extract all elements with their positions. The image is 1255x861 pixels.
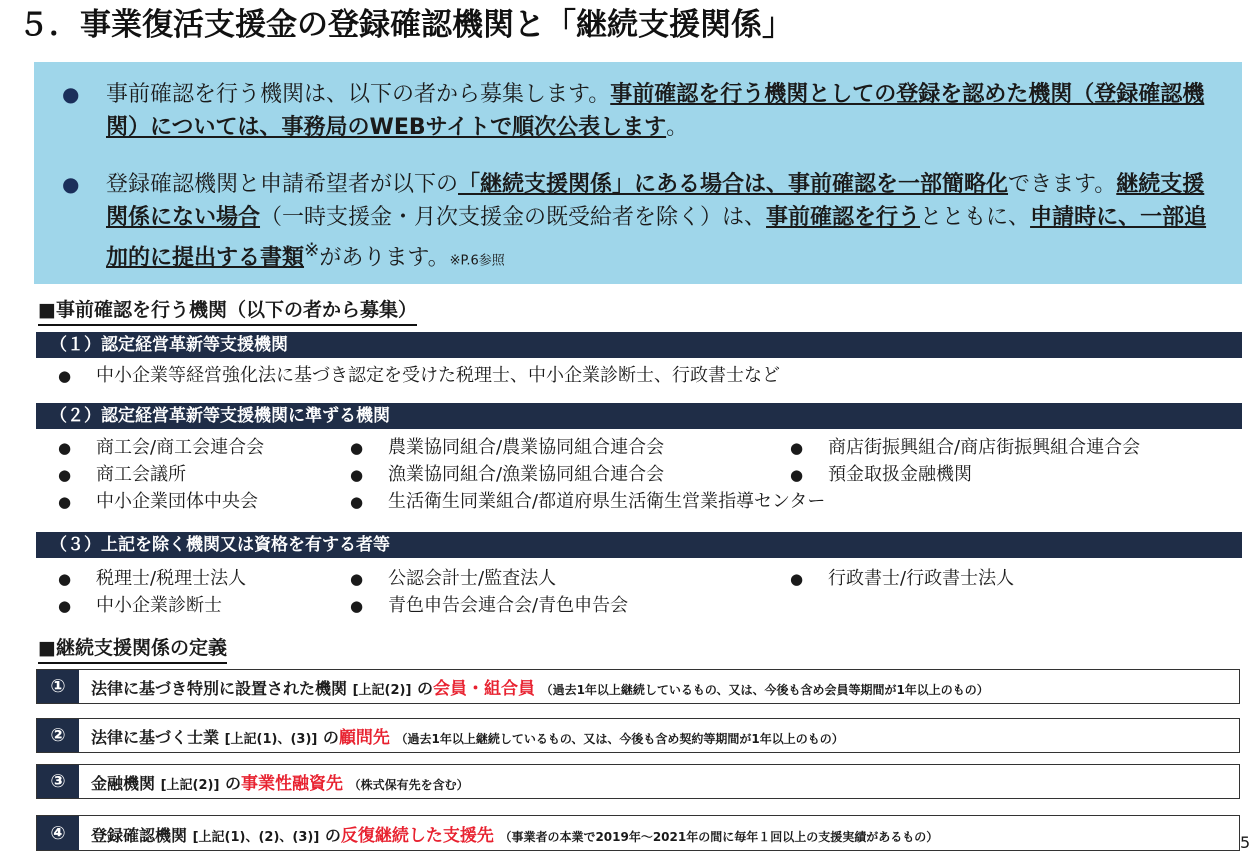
list-item-text: 税理士/税理士法人 (96, 568, 247, 589)
row-note: （事業者の本業で2019年～2021年の間に毎年１回以上の支援実績があるもの） (499, 829, 939, 844)
row-main: 法律に基づく士業 (91, 728, 220, 747)
bullet-icon: ● (58, 570, 72, 588)
list-item (790, 567, 1014, 591)
list-item (58, 490, 258, 514)
list-item-text: 農業協同組合/農業協同組合連合会 (388, 437, 665, 458)
category-bar-2: （２）認定経営革新等支援機関に準ずる機関 (36, 403, 1242, 429)
list-item (350, 463, 664, 487)
summary-box (34, 62, 1242, 284)
definition-row-2 (36, 718, 1240, 753)
bullet-icon: ● (350, 439, 364, 457)
footnote-mark: ※ (304, 240, 320, 261)
row-number: ③ (37, 765, 79, 798)
list-item (790, 436, 1140, 460)
bullet-icon: ● (350, 570, 364, 588)
list-item (58, 567, 246, 591)
list-item (58, 364, 780, 388)
summary-item-2 (62, 168, 1222, 277)
list-item-text: 商工会/商工会連合会 (96, 437, 265, 458)
list-item-text: 中小企業診断士 (96, 595, 222, 616)
definition-row-4 (36, 815, 1240, 851)
summary-text: できます。 (1008, 172, 1117, 197)
list-item-text: 漁業協同組合/漁業協同組合連合会 (388, 464, 665, 485)
list-item-text: 中小企業団体中央会 (96, 491, 258, 512)
list-item (350, 594, 628, 618)
row-note: （過去1年以上継続しているもの、又は、今後も含め会員等期間が1年以上のもの） (540, 683, 989, 697)
summary-text: があります。 (319, 245, 450, 271)
list-item (790, 463, 972, 487)
row-of: の (224, 774, 241, 793)
bullet-icon: ● (58, 439, 72, 457)
list-item (350, 436, 664, 460)
row-highlight: 顧問先 (338, 728, 390, 748)
bullet-icon: ● (58, 493, 72, 511)
list-item-text: 公認会計士/監査法人 (388, 568, 557, 589)
summary-item-1 (62, 78, 1222, 144)
bullet-icon: ● (790, 466, 804, 484)
row-highlight: 事業性融資先 (241, 774, 343, 794)
bullet-icon: ● (790, 439, 804, 457)
bullet-icon: ● (58, 597, 72, 615)
row-number: ② (37, 719, 79, 752)
list-item (58, 594, 222, 618)
definition-row-3 (36, 764, 1240, 799)
list-item (350, 567, 556, 591)
summary-emphasis: 事前確認を行う (766, 205, 921, 230)
category-bar-1: （１）認定経営革新等支援機関 (36, 332, 1242, 358)
summary-emphasis: 「継続支援関係」にある場合は、事前確認を一部簡略化 (458, 172, 1009, 197)
list-item-text: 青色申告会連合会/青色申告会 (388, 595, 629, 616)
summary-text: 。 (666, 115, 689, 140)
bullet-icon: ● (350, 466, 364, 484)
bullet-icon: ● (350, 597, 364, 615)
row-ref: [上記(1)、(3)] (224, 732, 318, 747)
list-item (350, 490, 825, 514)
summary-emphasis: 申請時に、一部追加的に提出する書類 (106, 205, 1207, 271)
row-ref: [上記(1)、(2)、(3)] (192, 829, 320, 845)
row-of: の (324, 825, 341, 845)
row-number: ④ (37, 816, 79, 850)
summary-emphasis: 事前確認を行う機関としての登録を認めた機関（登録確認機関）については、事務局のWEBサイトで順次公表します (106, 82, 1205, 140)
summary-text: 事前確認を行う機関は、以下の者から募集します。 (106, 82, 611, 107)
bullet-icon: ● (350, 493, 364, 511)
list-item-text: 商店街振興組合/商店街振興組合連合会 (828, 437, 1141, 458)
definition-row-1 (36, 669, 1240, 704)
row-main: 登録確認機関 (91, 825, 188, 845)
list-item (58, 463, 186, 487)
summary-text: （一時支援金・月次支援金の既受給者を除く）は、 (260, 205, 767, 230)
row-main: 金融機関 (91, 774, 156, 793)
list-item-text: 生活衛生同業組合/都道府県生活衛生営業指導センター (388, 491, 826, 512)
bullet-icon: ● (62, 82, 80, 106)
category-bar-3: （３）上記を除く機関又は資格を有する者等 (36, 532, 1242, 558)
row-of: の (416, 679, 433, 698)
row-highlight: 反復継続した支援先 (340, 825, 494, 846)
bullet-icon: ● (790, 570, 804, 588)
bullet-icon: ● (58, 466, 72, 484)
page-title: ５．事業復活支援金の登録確認機関と「継続支援関係」 (18, 7, 793, 43)
row-main: 法律に基づき特別に設置された機関 (91, 679, 348, 698)
row-note: （株式保有先を含む） (348, 778, 469, 792)
bullet-icon: ● (58, 367, 72, 385)
row-highlight: 会員・組合員 (433, 679, 535, 699)
row-ref: [上記(2)] (160, 778, 220, 793)
summary-text: とともに、 (920, 205, 1031, 230)
list-item (58, 436, 264, 460)
list-item-text: 行政書士/行政書士法人 (828, 568, 1015, 589)
summary-emphasis: 継続支援関係にない場合 (106, 172, 1205, 230)
section-heading-institutions: ■事前確認を行う機関（以下の者から募集） (38, 296, 417, 326)
row-number: ① (37, 670, 79, 703)
row-ref: [上記(2)] (352, 683, 412, 698)
row-note: （過去1年以上継続しているもの、又は、今後も含め契約等期間が1年以上のもの） (395, 732, 844, 746)
reference-note: ※P.6参照 (449, 253, 505, 269)
section-heading-definition: ■継続支援関係の定義 (38, 634, 227, 664)
list-item-text: 商工会議所 (96, 464, 186, 485)
page-number: 5 (1240, 833, 1251, 852)
row-of: の (322, 728, 339, 747)
bullet-icon: ● (62, 172, 80, 196)
list-item-text: 中小企業等経営強化法に基づき認定を受けた税理士、中小企業診断士、行政書士など (96, 365, 780, 386)
list-item-text: 預金取扱金融機関 (828, 464, 972, 485)
summary-text: 登録確認機関と申請希望者が以下の (106, 172, 459, 197)
